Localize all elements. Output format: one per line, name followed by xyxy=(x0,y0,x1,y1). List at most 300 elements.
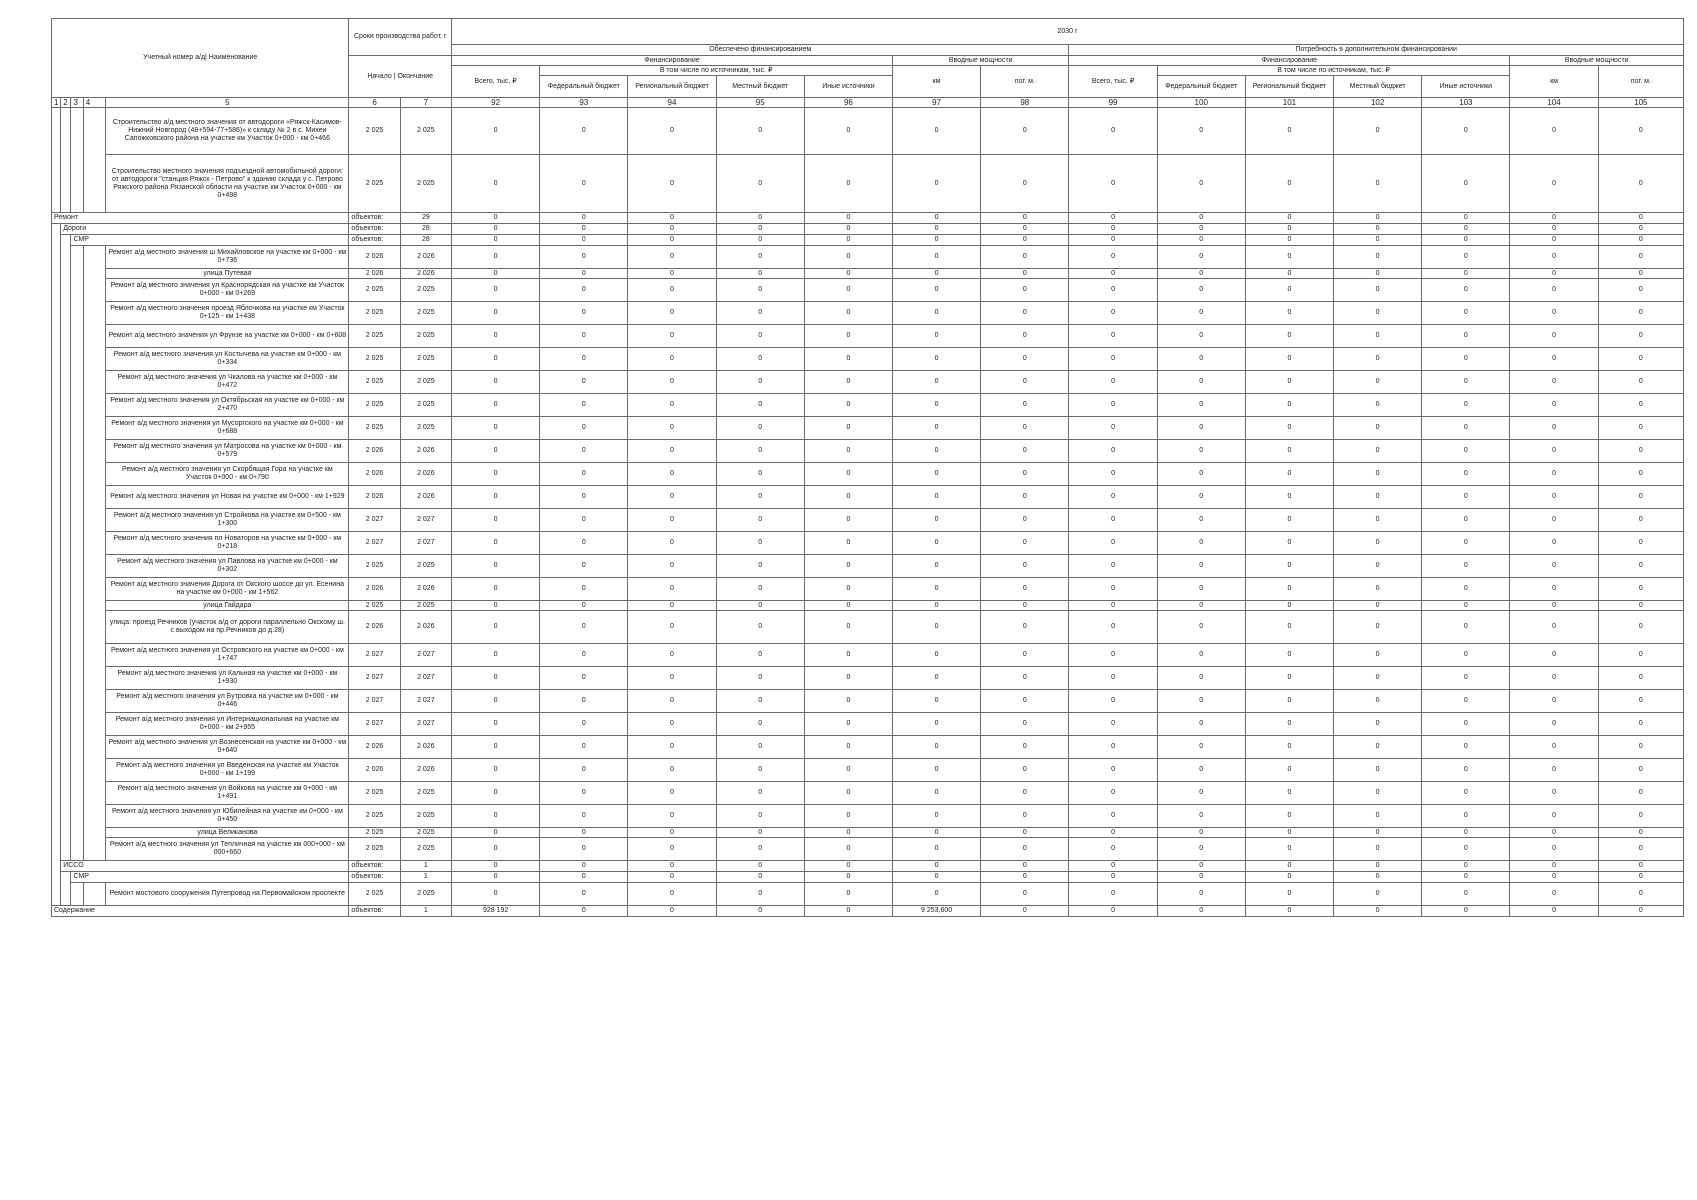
value-cell: 0 xyxy=(893,224,981,235)
value-cell: 0 xyxy=(1510,805,1598,828)
value-cell: 0 xyxy=(1510,872,1598,883)
value-cell: 0 xyxy=(1245,883,1333,906)
indent-cell xyxy=(83,394,106,417)
value-cell: 0 xyxy=(628,601,716,611)
value-cell: 0 xyxy=(1334,872,1422,883)
value-cell: 0 xyxy=(1069,782,1157,805)
value-cell: 0 xyxy=(981,224,1069,235)
table-row xyxy=(52,883,1684,906)
value-cell: 0 xyxy=(981,555,1069,578)
start-year: 2 025 xyxy=(349,805,400,828)
value-cell: 0 xyxy=(1069,269,1157,279)
value-cell: 0 xyxy=(804,417,892,440)
value-cell: 0 xyxy=(628,394,716,417)
value-cell: 0 xyxy=(1069,578,1157,601)
value-cell: 0 xyxy=(628,713,716,736)
indent-cell xyxy=(71,532,83,555)
value-cell: 0 xyxy=(1422,235,1510,246)
indent-cell xyxy=(83,509,106,532)
value-cell: 0 xyxy=(1422,578,1510,601)
value-cell: 0 xyxy=(716,269,804,279)
indent-cell xyxy=(52,463,61,486)
object-name: Ремонт а/д местного значения ул Матросова на участке км 0+000 - км 0+579 xyxy=(106,440,349,463)
value-cell: 0 xyxy=(716,578,804,601)
indent-cell xyxy=(61,486,71,509)
value-cell: 0 xyxy=(1422,213,1510,224)
value-cell: 0 xyxy=(1334,394,1422,417)
value-cell: 0 xyxy=(981,838,1069,861)
indent-cell xyxy=(83,828,106,838)
sources-header-2: В том числе по источникам, тыс. ₽ xyxy=(1157,66,1510,76)
indent-cell xyxy=(52,578,61,601)
value-cell: 0 xyxy=(716,555,804,578)
indent-cell xyxy=(71,759,83,782)
value-cell: 0 xyxy=(981,906,1069,917)
value-cell: 0 xyxy=(452,555,540,578)
indent-cell xyxy=(71,578,83,601)
value-cell: 0 xyxy=(1157,417,1245,440)
value-cell: 0 xyxy=(1334,805,1422,828)
value-cell: 0 xyxy=(893,302,981,325)
value-cell: 0 xyxy=(893,279,981,302)
value-cell: 0 xyxy=(452,155,540,213)
value-cell: 0 xyxy=(1069,213,1157,224)
value-cell: 0 xyxy=(1598,782,1683,805)
value-cell: 0 xyxy=(716,224,804,235)
value-cell: 0 xyxy=(1422,838,1510,861)
indent-cell xyxy=(71,486,83,509)
value-cell: 0 xyxy=(716,155,804,213)
value-cell: 0 xyxy=(540,463,628,486)
value-cell: 0 xyxy=(716,690,804,713)
value-cell: 0 xyxy=(1245,532,1333,555)
value-cell: 0 xyxy=(1334,555,1422,578)
indent-cell xyxy=(71,736,83,759)
value-cell: 0 xyxy=(540,644,628,667)
value-cell: 0 xyxy=(1422,644,1510,667)
indent-cell xyxy=(52,736,61,759)
value-cell: 0 xyxy=(716,213,804,224)
value-cell: 0 xyxy=(1069,828,1157,838)
value-cell: 0 xyxy=(540,269,628,279)
table-row xyxy=(52,302,1684,325)
start-year: 2 025 xyxy=(349,325,400,348)
value-cell: 0 xyxy=(981,509,1069,532)
value-cell: 0 xyxy=(804,690,892,713)
object-name: Ремонт а/д местного значения проезд Яблочкова на участке км Участок 0+125 - км 1+438 xyxy=(106,302,349,325)
value-cell: 0 xyxy=(804,279,892,302)
indent-cell xyxy=(71,155,83,213)
value-cell: 0 xyxy=(1598,759,1683,782)
value-cell: 0 xyxy=(1422,246,1510,269)
value-cell: 0 xyxy=(1245,224,1333,235)
value-cell: 0 xyxy=(628,440,716,463)
value-cell: 0 xyxy=(540,486,628,509)
km-header-2: км xyxy=(1510,66,1598,98)
value-cell: 0 xyxy=(1422,872,1510,883)
value-cell: 0 xyxy=(1157,601,1245,611)
value-cell: 0 xyxy=(1157,463,1245,486)
value-cell: 0 xyxy=(1157,713,1245,736)
value-cell: 0 xyxy=(1069,805,1157,828)
indent-cell xyxy=(61,555,71,578)
end-year: 2 025 xyxy=(400,302,451,325)
value-cell: 0 xyxy=(452,269,540,279)
indent-cell xyxy=(52,509,61,532)
object-name: Ремонт а/д местного значения ул Юбилейная на участке км 0+000 - км 0+450 xyxy=(106,805,349,828)
value-cell: 0 xyxy=(1598,601,1683,611)
end-year: 2 027 xyxy=(400,713,451,736)
value-cell: 0 xyxy=(804,235,892,246)
object-name: Ремонт а/д местного значения ул Костычева на участке км 0+000 - км 0+334 xyxy=(106,348,349,371)
value-cell: 0 xyxy=(1510,417,1598,440)
value-cell: 0 xyxy=(628,246,716,269)
value-cell: 0 xyxy=(452,578,540,601)
indent-cell xyxy=(52,601,61,611)
object-name: Ремонт а/д местного значения ул Кальная на участке км 0+000 - км 1+930 xyxy=(106,667,349,690)
indent-cell xyxy=(52,224,61,235)
value-cell: 0 xyxy=(1510,713,1598,736)
value-cell: 0 xyxy=(893,713,981,736)
column-number-row xyxy=(52,98,1684,108)
value-cell: 0 xyxy=(1245,509,1333,532)
value-cell: 0 xyxy=(804,394,892,417)
value-cell: 0 xyxy=(893,486,981,509)
value-cell: 0 xyxy=(804,269,892,279)
start-year: 2 025 xyxy=(349,348,400,371)
value-cell: 0 xyxy=(628,555,716,578)
value-cell: 0 xyxy=(1510,601,1598,611)
start-year: 2 027 xyxy=(349,509,400,532)
indent-cell xyxy=(52,325,61,348)
object-count: 1 xyxy=(400,861,451,872)
value-cell: 0 xyxy=(1245,325,1333,348)
table-row xyxy=(52,555,1684,578)
indent-cell xyxy=(71,611,83,644)
indent-cell xyxy=(83,644,106,667)
financing-header-2: Финансирование xyxy=(1069,56,1510,66)
value-cell: 0 xyxy=(1510,883,1598,906)
start-year: 2 026 xyxy=(349,463,400,486)
value-cell: 0 xyxy=(716,644,804,667)
value-cell: 0 xyxy=(1157,759,1245,782)
value-cell: 0 xyxy=(1245,601,1333,611)
regional-header: Региональный бюджет xyxy=(628,76,716,98)
value-cell: 0 xyxy=(1510,213,1598,224)
object-name: Ремонт а/д местного значения ул Новая на участке км 0+000 - км 1+929 xyxy=(106,486,349,509)
value-cell: 0 xyxy=(716,463,804,486)
end-year: 2 026 xyxy=(400,578,451,601)
value-cell: 0 xyxy=(628,279,716,302)
end-year: 2 025 xyxy=(400,805,451,828)
value-cell: 0 xyxy=(1245,713,1333,736)
value-cell: 0 xyxy=(540,417,628,440)
indent-cell xyxy=(71,302,83,325)
value-cell: 0 xyxy=(716,736,804,759)
value-cell: 0 xyxy=(893,371,981,394)
value-cell: 0 xyxy=(1245,690,1333,713)
value-cell: 0 xyxy=(452,394,540,417)
table-row xyxy=(52,417,1684,440)
value-cell: 0 xyxy=(1334,861,1422,872)
table-row xyxy=(52,532,1684,555)
value-cell: 0 xyxy=(452,213,540,224)
object-count: 1 xyxy=(400,906,451,917)
value-cell: 0 xyxy=(893,155,981,213)
column-number: 4 xyxy=(83,98,106,108)
indent-cell xyxy=(71,246,83,269)
value-cell: 0 xyxy=(1157,348,1245,371)
total-header: Всего, тыс. ₽ xyxy=(452,66,540,98)
indent-cell xyxy=(61,302,71,325)
group-label: Дороги xyxy=(61,224,349,235)
value-cell: 0 xyxy=(716,325,804,348)
value-cell: 0 xyxy=(1510,611,1598,644)
sources-header: В том числе по источникам, тыс. ₽ xyxy=(540,66,893,76)
value-cell: 0 xyxy=(452,532,540,555)
value-cell: 0 xyxy=(1245,736,1333,759)
indent-cell xyxy=(83,805,106,828)
value-cell: 0 xyxy=(452,883,540,906)
value-cell: 0 xyxy=(628,213,716,224)
indent-cell xyxy=(71,828,83,838)
indent-cell xyxy=(52,371,61,394)
value-cell: 0 xyxy=(1157,906,1245,917)
value-cell: 0 xyxy=(1422,348,1510,371)
value-cell: 0 xyxy=(1334,509,1422,532)
value-cell: 0 xyxy=(1069,325,1157,348)
column-number: 92 xyxy=(452,98,540,108)
indent-cell xyxy=(71,325,83,348)
column-number: 100 xyxy=(1157,98,1245,108)
value-cell: 0 xyxy=(628,269,716,279)
column-number: 98 xyxy=(981,98,1069,108)
value-cell: 0 xyxy=(1334,759,1422,782)
indent-cell xyxy=(52,555,61,578)
value-cell: 0 xyxy=(1334,279,1422,302)
indent-cell xyxy=(83,611,106,644)
value-cell: 0 xyxy=(1157,736,1245,759)
table-row xyxy=(52,667,1684,690)
end-year: 2 025 xyxy=(400,555,451,578)
value-cell: 0 xyxy=(1510,486,1598,509)
value-cell: 0 xyxy=(716,371,804,394)
indent-cell xyxy=(83,578,106,601)
value-cell: 0 xyxy=(804,861,892,872)
value-cell: 0 xyxy=(1157,440,1245,463)
value-cell: 0 xyxy=(1157,509,1245,532)
value-cell: 0 xyxy=(1334,828,1422,838)
value-cell: 0 xyxy=(1510,555,1598,578)
value-cell: 0 xyxy=(628,782,716,805)
end-year: 2 026 xyxy=(400,736,451,759)
value-cell: 0 xyxy=(1422,667,1510,690)
value-cell: 0 xyxy=(1069,348,1157,371)
local-header-2: Местный бюджет xyxy=(1334,76,1422,98)
value-cell: 0 xyxy=(981,440,1069,463)
value-cell: 0 xyxy=(540,440,628,463)
value-cell: 0 xyxy=(1069,838,1157,861)
value-cell: 0 xyxy=(981,155,1069,213)
value-cell: 0 xyxy=(1245,611,1333,644)
indent-cell xyxy=(52,279,61,302)
indent-cell xyxy=(61,759,71,782)
end-year: 2 025 xyxy=(400,601,451,611)
value-cell: 0 xyxy=(981,417,1069,440)
start-year: 2 026 xyxy=(349,440,400,463)
indent-cell xyxy=(61,601,71,611)
value-cell: 0 xyxy=(540,667,628,690)
value-cell: 0 xyxy=(540,578,628,601)
object-count: 29 xyxy=(400,213,451,224)
value-cell: 0 xyxy=(540,108,628,155)
local-header: Местный бюджет xyxy=(716,76,804,98)
value-cell: 0 xyxy=(452,713,540,736)
value-cell: 0 xyxy=(628,759,716,782)
value-cell: 0 xyxy=(981,394,1069,417)
object-name: Ремонт а/д местного значения ул Скорбящая Гора на участке км Участок 0+000 - км 0+790 xyxy=(106,463,349,486)
end-year: 2 026 xyxy=(400,486,451,509)
value-cell: 0 xyxy=(1422,325,1510,348)
count-unit: объектов: xyxy=(349,235,400,246)
value-cell: 0 xyxy=(452,348,540,371)
column-number: 3 xyxy=(71,98,83,108)
value-cell: 0 xyxy=(1157,108,1245,155)
value-cell: 0 xyxy=(1598,224,1683,235)
value-cell: 0 xyxy=(981,371,1069,394)
indent-cell xyxy=(61,838,71,861)
value-cell: 0 xyxy=(1069,861,1157,872)
value-cell: 0 xyxy=(1334,155,1422,213)
table-row xyxy=(52,394,1684,417)
table-row xyxy=(52,690,1684,713)
value-cell: 0 xyxy=(540,325,628,348)
value-cell: 0 xyxy=(1069,417,1157,440)
value-cell: 0 xyxy=(893,417,981,440)
value-cell: 0 xyxy=(893,440,981,463)
value-cell: 0 xyxy=(1157,838,1245,861)
value-cell: 0 xyxy=(716,302,804,325)
value-cell: 0 xyxy=(1510,348,1598,371)
indent-cell xyxy=(52,667,61,690)
value-cell: 0 xyxy=(1069,611,1157,644)
value-cell: 0 xyxy=(1157,269,1245,279)
value-cell: 0 xyxy=(1245,235,1333,246)
value-cell: 0 xyxy=(893,246,981,269)
value-cell: 0 xyxy=(716,805,804,828)
object-name: Ремонт а/д местного значения ул Бутровка на участке км 0+000 - км 0+446 xyxy=(106,690,349,713)
value-cell: 0 xyxy=(540,246,628,269)
value-cell: 0 xyxy=(1245,906,1333,917)
object-count: 1 xyxy=(400,872,451,883)
table-row xyxy=(52,828,1684,838)
value-cell: 0 xyxy=(628,509,716,532)
regional-header-2: Региональный бюджет xyxy=(1245,76,1333,98)
value-cell: 0 xyxy=(1245,578,1333,601)
value-cell: 0 xyxy=(1510,828,1598,838)
value-cell: 0 xyxy=(628,235,716,246)
financing-header: Финансирование xyxy=(452,56,893,66)
value-cell: 0 xyxy=(716,532,804,555)
value-cell: 0 xyxy=(452,644,540,667)
end-year: 2 025 xyxy=(400,828,451,838)
indent-cell xyxy=(83,108,106,155)
indent-cell xyxy=(83,246,106,269)
indent-cell xyxy=(61,279,71,302)
indent-cell xyxy=(61,828,71,838)
column-number: 94 xyxy=(628,98,716,108)
start-year: 2 027 xyxy=(349,532,400,555)
value-cell: 0 xyxy=(1422,108,1510,155)
value-cell: 0 xyxy=(1245,269,1333,279)
indent-cell xyxy=(52,155,61,213)
value-cell: 0 xyxy=(804,759,892,782)
value-cell: 0 xyxy=(1510,906,1598,917)
indent-cell xyxy=(52,872,61,883)
value-cell: 0 xyxy=(1069,644,1157,667)
value-cell: 0 xyxy=(981,805,1069,828)
indent-cell xyxy=(83,155,106,213)
value-cell: 0 xyxy=(1334,224,1422,235)
value-cell: 0 xyxy=(981,486,1069,509)
value-cell: 0 xyxy=(1069,759,1157,782)
indent-cell xyxy=(83,883,106,906)
object-name: Ремонт а/д местного значения ул Тепличная на участке км 000+000 - км 000+660 xyxy=(106,838,349,861)
start-year: 2 025 xyxy=(349,828,400,838)
indent-cell xyxy=(71,269,83,279)
value-cell: 0 xyxy=(1422,463,1510,486)
indent-cell xyxy=(83,486,106,509)
value-cell: 0 xyxy=(628,108,716,155)
value-cell: 0 xyxy=(540,532,628,555)
value-cell: 0 xyxy=(1422,302,1510,325)
indent-cell xyxy=(52,348,61,371)
km-header: км xyxy=(893,66,981,98)
value-cell: 0 xyxy=(628,690,716,713)
indent-cell xyxy=(61,713,71,736)
indent-cell xyxy=(61,611,71,644)
count-unit: объектов: xyxy=(349,906,400,917)
value-cell: 0 xyxy=(893,736,981,759)
table-row xyxy=(52,713,1684,736)
value-cell: 0 xyxy=(1245,279,1333,302)
value-cell: 0 xyxy=(1598,108,1683,155)
need-header: Потребность в дополнительном финансировании xyxy=(1069,45,1684,56)
value-cell: 0 xyxy=(452,440,540,463)
value-cell: 0 xyxy=(893,555,981,578)
end-year: 2 026 xyxy=(400,611,451,644)
value-cell: 0 xyxy=(1157,371,1245,394)
value-cell: 0 xyxy=(716,509,804,532)
value-cell: 0 xyxy=(1245,667,1333,690)
value-cell: 0 xyxy=(1245,861,1333,872)
column-number: 2 xyxy=(61,98,71,108)
value-cell: 0 xyxy=(1422,601,1510,611)
value-cell: 0 xyxy=(1598,417,1683,440)
indent-cell xyxy=(52,246,61,269)
capacity-header: Вводные мощности xyxy=(893,56,1069,66)
value-cell: 0 xyxy=(1510,394,1598,417)
object-name: Ремонт а/д местного значения ул Введенская на участке км Участок 0+000 - км 1+199 xyxy=(106,759,349,782)
value-cell: 0 xyxy=(893,782,981,805)
value-cell: 0 xyxy=(716,906,804,917)
end-year: 2 025 xyxy=(400,325,451,348)
value-cell: 0 xyxy=(1157,213,1245,224)
value-cell: 0 xyxy=(1422,611,1510,644)
table-row xyxy=(52,838,1684,861)
end-year: 2 027 xyxy=(400,690,451,713)
indent-cell xyxy=(71,667,83,690)
